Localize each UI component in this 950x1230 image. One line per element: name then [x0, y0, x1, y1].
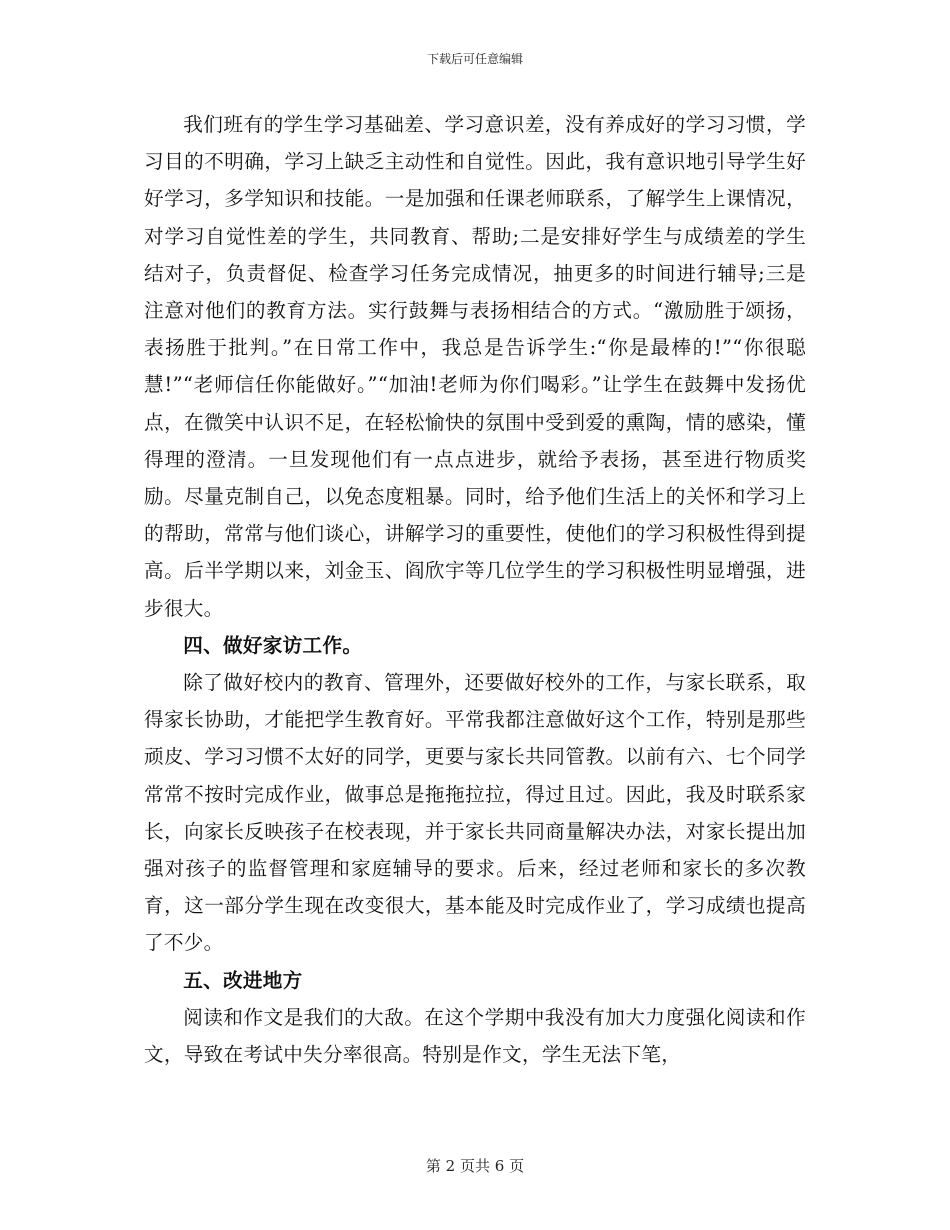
- paragraph-improvements: 阅读和作文是我们的大敌。在这个学期中我没有加大力度强化阅读和作文，导致在考试中失分率很高。特别是作文，学生无法下笔，: [144, 1005, 806, 1067]
- paragraph-study-habits: 我们班有的学生学习基础差、学习意识差，没有养成好的学习习惯，学习目的不明确，学习上缺乏主动性和自觉性。因此，我有意识地引导学生好好学习，多学知识和技能。一是加强和任课老师联系，了解学生上课情况，对学习自觉性差的学生，共同教育、帮助;二是安排好学生与成绩差的学生结对子，负责督促、检查学习任务完成情况，抽更多的时间进行辅导;三是注意对他们的教育方法。实行鼓舞与表扬相结合的方式。“激励胜于颂扬，表扬胜于批判。”在日常工作中，我总是告诉学生:“你是最棒的!”“你很聪慧!”“老师信任你能做好。”“加油!老师为你们喝彩。”让学生在鼓舞中发扬优点，在微笑中认识不足，在轻松愉快的氛围中受到爱的熏陶，情的感染，懂得理的澄清。一旦发现他们有一点点进步，就给予表扬，甚至进行物质奖励。尽量克制自己，以免态度粗暴。同时，给予他们生活上的关怀和学习上的帮助，常常与他们谈心，讲解学习的重要性，使他们的学习积极性得到提高。后半学期以来，刘金玉、阎欣宇等几位学生的学习积极性明显增强，进步很大。: [144, 113, 806, 620]
- page-header: 下载后可任意编辑: [426, 52, 523, 66]
- document-body: [144, 106, 806, 1073]
- page-footer: 第 2 页共 6 页: [425, 1157, 525, 1175]
- paragraph-home-visits: 除了做好校内的教育、管理外，还要做好校外的工作，与家长联系，取得家长协助，才能把学生教育好。平常我都注意做好这个工作，特别是那些顽皮、学习习惯不太好的同学，更要与家长共同管教。以前有六、七个同学常常不按时完成作业，做事总是拖拖拉拉，得过且过。因此，我及时联系家长，向家长反映孩子在校表现，并于家长共同商量解决办法，对家长提出加强对孩子的监督管理和家庭辅导的要求。后来，经过老师和家长的多次教育，这一部分学生现在改变很大，基本能及时完成作业了，学习成绩也提高了不少。: [144, 671, 806, 955]
- section-heading-improvements: 五、改进地方: [183, 968, 303, 992]
- section-heading-home-visits: 四、做好家访工作。: [183, 633, 363, 657]
